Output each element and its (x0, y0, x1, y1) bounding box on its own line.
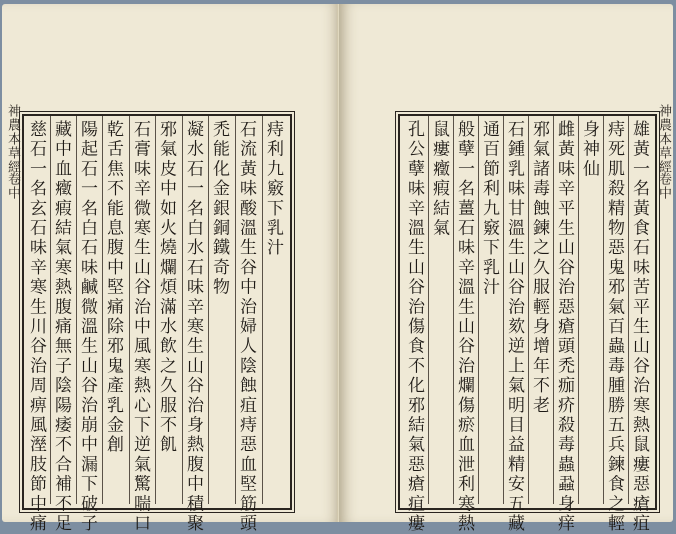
left-page-margin-title: 神農本草經 (5, 104, 20, 174)
text-column: 痔利九竅下乳汁 (263, 120, 283, 258)
text-column: 雄黃一名黃食石味苦平生山谷治寒熱鼠瘻惡瘡疽 (629, 120, 649, 534)
right-page-margin-section: 卷中 (656, 172, 671, 200)
text-column: 乾舌焦不能息腹中堅痛除邪鬼產乳金創 (103, 120, 123, 455)
text-column: 雌黃味辛平生山谷治惡瘡頭禿痂疥殺毒蟲蝨身痒 (554, 120, 574, 534)
left-page-margin-section: 卷中 (5, 172, 20, 200)
text-column: 邪氣諸毒蝕鍊之久服輕身增年不老 (529, 120, 549, 416)
left-text-frame (22, 114, 292, 534)
text-column: 般孽一名薑石味辛溫生山谷治爛傷瘀血泄利寒熱 (454, 120, 474, 534)
text-column: 痔死肌殺精物惡鬼邪氣百蟲毒腫勝五兵鍊食之輕 (604, 120, 624, 534)
text-column: 通百節利九竅下乳汁 (479, 120, 499, 298)
text-column: 藏中血癥瘕結氣寒熱腹痛無子陰陽痿不合補不足 (51, 120, 71, 534)
text-column: 石鍾乳味甘溫生山谷治欬逆上氣明目益精安五藏 (504, 120, 524, 534)
text-column: 邪氣皮中如火燒爛煩滿水飲之久服不飢 (156, 120, 176, 455)
left-page (2, 4, 339, 534)
text-column: 慈石一名玄石味辛寒生川谷治周痹風溼肢節中痛 (26, 120, 46, 534)
right-text-frame (398, 114, 657, 534)
text-column: 凝水石一名白水石味辛寒生山谷治身熱腹中積聚 (183, 120, 203, 534)
text-column: 石流黃味酸溫生谷中治婦人陰蝕疽痔惡血堅筋頭 (236, 120, 256, 534)
text-column: 身神仙 (579, 120, 599, 180)
text-column: 孔公孽味辛溫生山谷治傷食不化邪結氣惡瘡疽瘻 (404, 120, 424, 534)
text-column: 陽起石一名白石味鹹微溫生山谷治崩中漏下破子 (77, 120, 97, 534)
text-column: 禿能化金銀銅鐵奇物 (209, 120, 229, 298)
text-column: 石膏味辛微寒生山谷治中風寒熱心下逆氣驚喘口 (130, 120, 150, 534)
right-page-margin-title: 神農本草經 (656, 104, 671, 174)
right-page (339, 4, 673, 534)
text-column: 鼠瘻癥瘕結氣 (429, 120, 449, 239)
